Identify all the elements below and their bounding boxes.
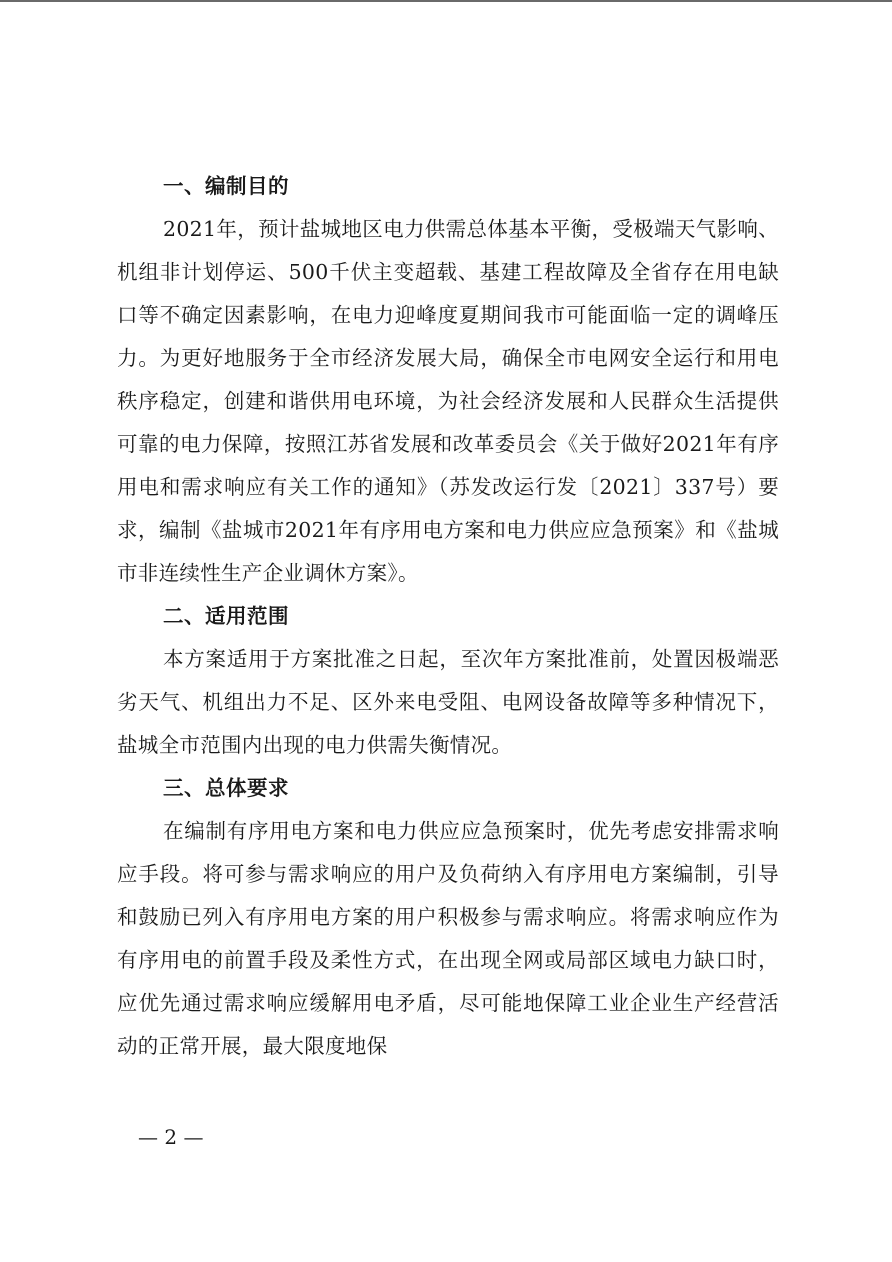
page-number: — 2 — xyxy=(138,1125,204,1149)
section-paragraph-scope: 本方案适用于方案批准之日起，至次年方案批准前，处置因极端恶劣天气、机组出力不足、区外来电受阻、电网设备故障等多种情况下，盐城全市范围内出现的电力供需失衡情况。 xyxy=(117,647,779,757)
section-heading-purpose: 一、编制目的 xyxy=(163,174,289,198)
section-heading-scope: 二、适用范围 xyxy=(163,604,289,628)
section-paragraph-purpose: 2021年，预计盐城地区电力供需总体基本平衡，受极端天气影响、机组非计划停运、500千伏主变超载、基建工程故障及全省存在用电缺口等不确定因素影响，在电力迎峰度夏期间我市可能面临一定的调峰压力。为更好地服务于全市经济发展大局，确保全市电网安全运行和用电秩序稳定，创建和谐供用电环境，为社会经济发展和人民群众生活提供可靠的电力保障，按照江苏省发展和改革委员会《关于做好2021年有序用电和需求响应有关工作的通知》（苏发改运行发〔2021〕337号）要求，编制《盐城市2021年有序用电方案和电力供应应急预案》和《盐城市非连续性生产企业调休方案》。 xyxy=(117,217,779,585)
document-body xyxy=(117,165,779,1068)
section-paragraph-requirements: 在编制有序用电方案和电力供应应急预案时，优先考虑安排需求响应手段。将可参与需求响应的用户及负荷纳入有序用电方案编制，引导和鼓励已列入有序用电方案的用户积极参与需求响应。将需求响应作为有序用电的前置手段及柔性方式，在出现全网或局部区域电力缺口时，应优先通过需求响应缓解用电矛盾，尽可能地保障工业企业生产经营活动的正常开展，最大限度地保 xyxy=(117,819,779,1058)
section-heading-requirements: 三、总体要求 xyxy=(163,776,289,800)
top-border-line xyxy=(0,0,892,2)
